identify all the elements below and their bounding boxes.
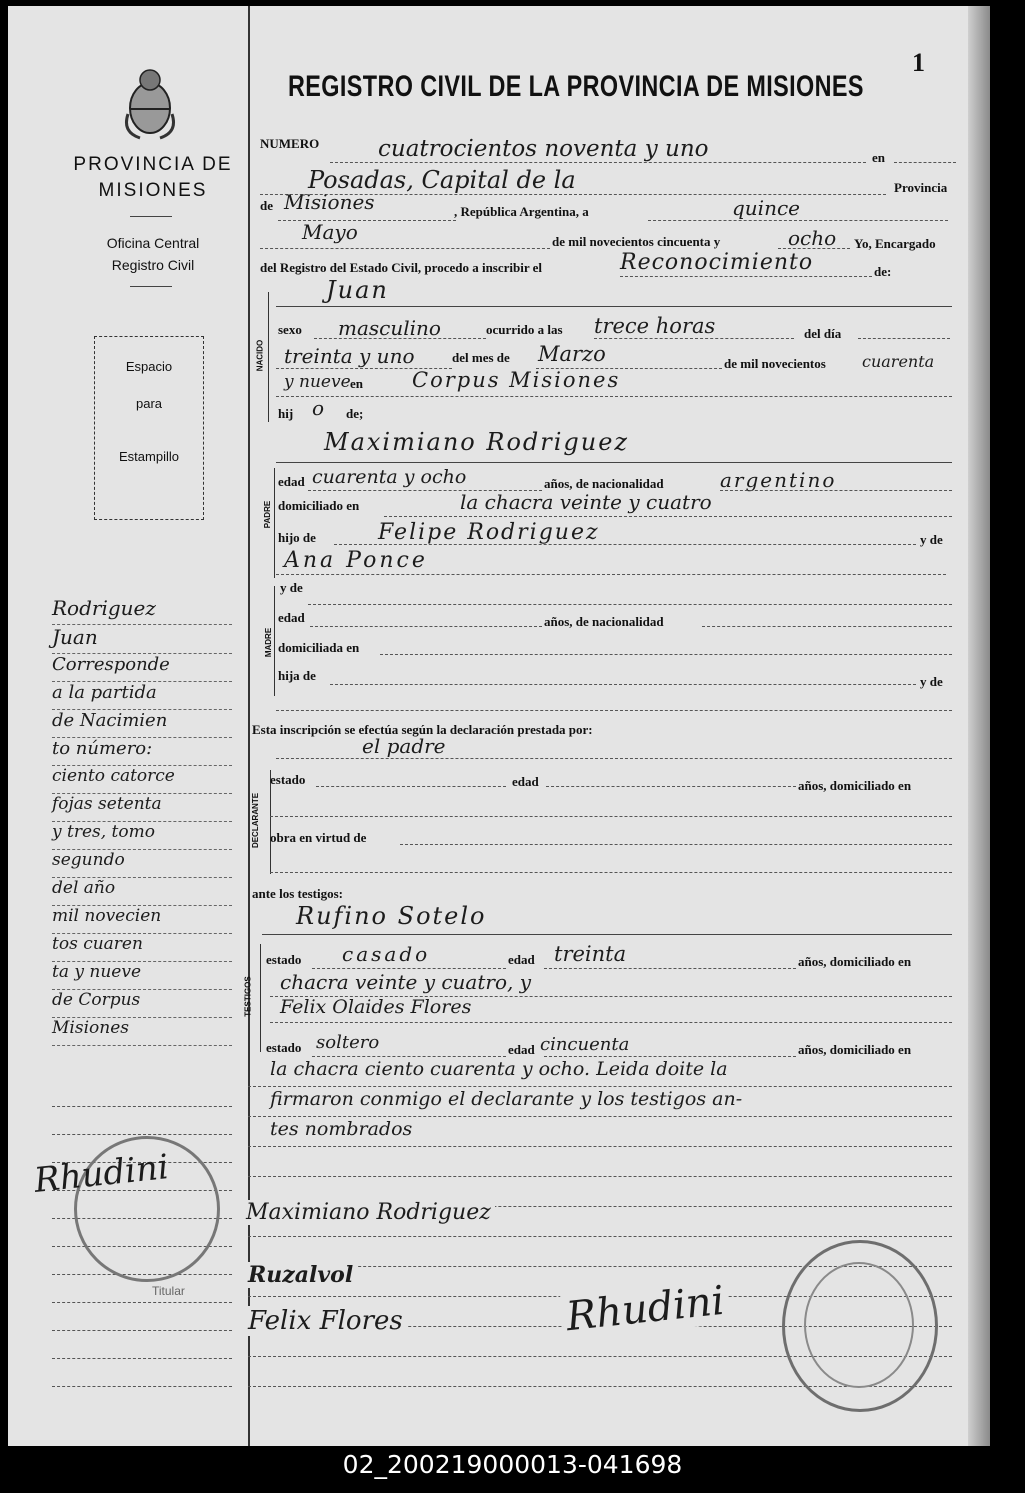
margin-rule bbox=[52, 1358, 232, 1359]
rule bbox=[544, 968, 796, 969]
marginal-line: tos cuaren bbox=[52, 934, 232, 962]
marginal-line: Misiones bbox=[52, 1018, 232, 1046]
label-de-colon: de: bbox=[874, 264, 892, 279]
province-line2: MISIONES bbox=[98, 180, 208, 201]
rule bbox=[312, 1056, 506, 1057]
value-testigo2: Felix Olaides Flores bbox=[280, 996, 472, 1018]
marginal-line: a la partida bbox=[52, 682, 232, 710]
label-hijo-de: hijo de bbox=[278, 530, 316, 545]
value-anio-nac-a: cuarenta bbox=[862, 352, 935, 371]
label-de-semicolon: de; bbox=[346, 406, 364, 421]
rule bbox=[276, 710, 952, 711]
marginal-line: Corresponde bbox=[52, 654, 232, 682]
document-page bbox=[8, 6, 990, 1446]
label-inscripcion: Esta inscripción se efectúa según la declaración prestada por: bbox=[252, 722, 593, 737]
office-heading bbox=[58, 232, 248, 276]
label-en: en bbox=[872, 150, 885, 165]
label-anos-nac: años, de nacionalidad bbox=[544, 476, 664, 491]
label-yo-encargado: Yo, Encargado bbox=[854, 236, 936, 251]
label-testigos: TESTIGOS bbox=[243, 976, 253, 1017]
marginal-line: de Nacimien bbox=[52, 710, 232, 738]
rule bbox=[594, 338, 794, 339]
label-numero: NUMERO bbox=[260, 136, 320, 151]
value-anio-nac-b: y nueve bbox=[284, 372, 351, 392]
value-mes-nac: Marzo bbox=[538, 342, 606, 366]
stamp-box-line2: para bbox=[135, 396, 163, 411]
marginal-line: to número: bbox=[52, 738, 232, 766]
label-edad-t2: edad bbox=[508, 1042, 535, 1057]
label-de-mil-nov: de mil novecientos bbox=[724, 356, 826, 371]
label-republica: , República Argentina, a bbox=[454, 204, 589, 219]
rule bbox=[270, 872, 952, 873]
value-ciudad: Posadas, Capital de la bbox=[308, 166, 576, 194]
label-ocurrido: ocurrido a las bbox=[486, 322, 563, 337]
label-nacido: NACIDO bbox=[255, 339, 265, 372]
label-estado-t2: estado bbox=[266, 1040, 302, 1055]
marginal-line: ciento catorce bbox=[52, 766, 232, 794]
province-line1: PROVINCIA DE bbox=[73, 154, 233, 175]
marginal-note bbox=[52, 596, 232, 1046]
marginal-line: Rodriguez bbox=[52, 596, 232, 625]
label-edad-madre: edad bbox=[278, 610, 305, 625]
rule bbox=[544, 1056, 796, 1057]
label-anos-nac-madre: años, de nacionalidad bbox=[544, 614, 664, 629]
label-de-mil: de mil novecientos cincuenta y bbox=[552, 234, 721, 249]
value-dia: quince bbox=[732, 196, 800, 220]
rule bbox=[276, 396, 952, 397]
value-mes: Mayo bbox=[302, 220, 358, 244]
margin-rule bbox=[52, 1330, 232, 1331]
label-del-registro: del Registro del Estado Civil, procedo a inscribir el bbox=[260, 260, 543, 275]
label-domiciliado: domiciliado en bbox=[278, 498, 360, 513]
label-de-prov: de bbox=[260, 198, 273, 213]
rule bbox=[620, 276, 872, 277]
margin-rule bbox=[52, 1134, 232, 1135]
label-edad-padre: edad bbox=[278, 474, 305, 489]
rule bbox=[248, 1236, 952, 1237]
titular-label: Titular bbox=[152, 1284, 185, 1298]
rule bbox=[702, 626, 952, 627]
label-madre: MADRE bbox=[264, 627, 274, 658]
rule bbox=[316, 786, 506, 787]
rule bbox=[310, 626, 542, 627]
rule bbox=[894, 162, 956, 163]
label-hij: hij bbox=[278, 406, 294, 421]
value-dia-nac: treinta y uno bbox=[284, 344, 415, 368]
right-seal-inner bbox=[804, 1262, 914, 1388]
value-lugar-nac: Corpus Misiones bbox=[412, 368, 621, 392]
rule bbox=[330, 684, 916, 685]
value-testigo1-estado: casado bbox=[342, 942, 431, 966]
rule bbox=[330, 162, 866, 163]
value-testigo1-edad: treinta bbox=[554, 942, 627, 966]
stamp-box bbox=[94, 336, 204, 520]
left-signature: Rhudini bbox=[32, 1147, 171, 1201]
value-provincia: Misiones bbox=[284, 190, 375, 214]
rule bbox=[858, 338, 950, 339]
label-hija-de: hija de bbox=[278, 668, 316, 683]
value-hij-suffix: o bbox=[312, 396, 325, 420]
marginal-line: fojas setenta bbox=[52, 794, 232, 822]
rule bbox=[312, 968, 506, 969]
rule bbox=[260, 248, 550, 249]
label-sexo: sexo bbox=[278, 322, 302, 337]
stamp-box-line3: Estampillo bbox=[119, 449, 179, 464]
value-padre-edad: cuarenta y ocho bbox=[312, 466, 467, 488]
rule bbox=[648, 220, 948, 221]
margin-rule bbox=[52, 1302, 232, 1303]
value-acto: Reconocimiento bbox=[620, 250, 814, 275]
rule bbox=[270, 816, 952, 817]
value-nombre: Juan bbox=[326, 276, 389, 304]
rule bbox=[248, 1176, 952, 1177]
value-abuelo: Felipe Rodriguez bbox=[378, 520, 600, 545]
signature-maximiano: Maximiano Rodriguez bbox=[242, 1200, 495, 1225]
value-padre-nombre: Maximiano Rodriguez bbox=[324, 428, 630, 456]
value-testigo1-domicilio: chacra veinte y cuatro, y bbox=[280, 970, 532, 994]
rule bbox=[270, 1022, 952, 1023]
value-testigo2-estado: soltero bbox=[316, 1032, 380, 1053]
label-anos-dom-t1: años, domiciliado en bbox=[798, 954, 912, 969]
value-declarante: el padre bbox=[362, 734, 446, 758]
value-cierre2: firmaron conmigo el declarante y los testigos an- bbox=[270, 1088, 743, 1110]
label-declarante: DECLARANTE bbox=[251, 792, 261, 849]
marginal-line: de Corpus bbox=[52, 990, 232, 1018]
marginal-line: ta y nueve bbox=[52, 962, 232, 990]
office-line1: Oficina Central bbox=[106, 235, 200, 251]
value-abuela: Ana Ponce bbox=[284, 548, 428, 573]
value-testigo1: Rufino Sotelo bbox=[296, 902, 487, 930]
marginal-line: mil novecien bbox=[52, 906, 232, 934]
rule bbox=[314, 338, 486, 339]
value-sexo: masculino bbox=[338, 316, 441, 340]
rule bbox=[248, 1086, 952, 1087]
value-padre-nacionalidad: argentino bbox=[720, 468, 837, 492]
rule bbox=[308, 604, 952, 605]
rule bbox=[384, 516, 952, 517]
rule bbox=[276, 574, 946, 575]
value-hora: trece horas bbox=[594, 314, 716, 338]
value-cierre1: la chacra ciento cuarenta y ocho. Leida doite la bbox=[270, 1058, 728, 1080]
signature-right: Rhudini bbox=[560, 1277, 730, 1340]
label-anos-dom-t2: años, domiciliado en bbox=[798, 1042, 912, 1057]
label-y-de-madre-2: y de bbox=[920, 674, 943, 689]
label-obra: obra en virtud de bbox=[270, 830, 367, 845]
label-provincia: Provincia bbox=[894, 180, 948, 195]
label-y-de-padre: y de bbox=[920, 532, 943, 547]
label-en-lugar: en bbox=[350, 376, 363, 391]
signature-3: Felix Flores bbox=[244, 1306, 407, 1336]
margin-rule bbox=[52, 1106, 232, 1107]
rule bbox=[778, 248, 850, 249]
value-anio: ocho bbox=[788, 226, 837, 250]
label-y-de-madre: y de bbox=[280, 580, 303, 595]
page-title: REGISTRO CIVIL DE LA PROVINCIA DE MISIONES bbox=[288, 70, 864, 103]
rule bbox=[248, 1116, 952, 1117]
province-heading bbox=[58, 152, 248, 204]
label-edad-decl: edad bbox=[512, 774, 539, 789]
office-line2: Registro Civil bbox=[111, 257, 195, 273]
label-edad-t1: edad bbox=[508, 952, 535, 967]
marginal-line: y tres, tomo bbox=[52, 822, 232, 850]
document-id-footer: 02_200219000013-041698 bbox=[0, 1446, 1025, 1493]
rule bbox=[546, 786, 796, 787]
rule bbox=[276, 306, 952, 307]
page-number: 1 bbox=[912, 48, 925, 77]
signature-2: Ruzalvol bbox=[244, 1262, 357, 1288]
marginal-line: del año bbox=[52, 878, 232, 906]
value-numero: cuatrocientos noventa y uno bbox=[378, 136, 709, 162]
rule bbox=[276, 758, 952, 759]
right-page-edge bbox=[968, 6, 990, 1446]
rule bbox=[400, 844, 952, 845]
rule bbox=[720, 490, 952, 491]
short-divider-2 bbox=[130, 286, 172, 287]
rule bbox=[276, 462, 952, 463]
label-estado-t1: estado bbox=[266, 952, 302, 967]
marginal-line: Juan bbox=[52, 625, 232, 654]
value-testigo2-edad: cincuenta bbox=[540, 1034, 630, 1055]
margin-divider bbox=[248, 6, 250, 1446]
label-estado-decl: estado bbox=[270, 772, 306, 787]
short-divider bbox=[130, 216, 172, 217]
label-ante-testigos: ante los testigos: bbox=[252, 886, 343, 901]
label-del-dia: del día bbox=[804, 326, 842, 341]
label-anos-dom-decl: años, domiciliado en bbox=[798, 778, 912, 793]
rule bbox=[334, 544, 916, 545]
label-del-mes: del mes de bbox=[452, 350, 510, 365]
label-domiciliada: domiciliada en bbox=[278, 640, 360, 655]
rule bbox=[262, 934, 952, 935]
value-cierre3: tes nombrados bbox=[270, 1118, 413, 1140]
rule bbox=[380, 654, 952, 655]
marginal-line: segundo bbox=[52, 850, 232, 878]
label-padre: PADRE bbox=[263, 500, 273, 529]
rule bbox=[248, 1146, 952, 1147]
coat-of-arms-icon bbox=[120, 64, 180, 144]
value-padre-domicilio: la chacra veinte y cuatro bbox=[460, 490, 712, 514]
margin-rule bbox=[52, 1386, 232, 1387]
stamp-box-line1: Espacio bbox=[125, 359, 173, 374]
